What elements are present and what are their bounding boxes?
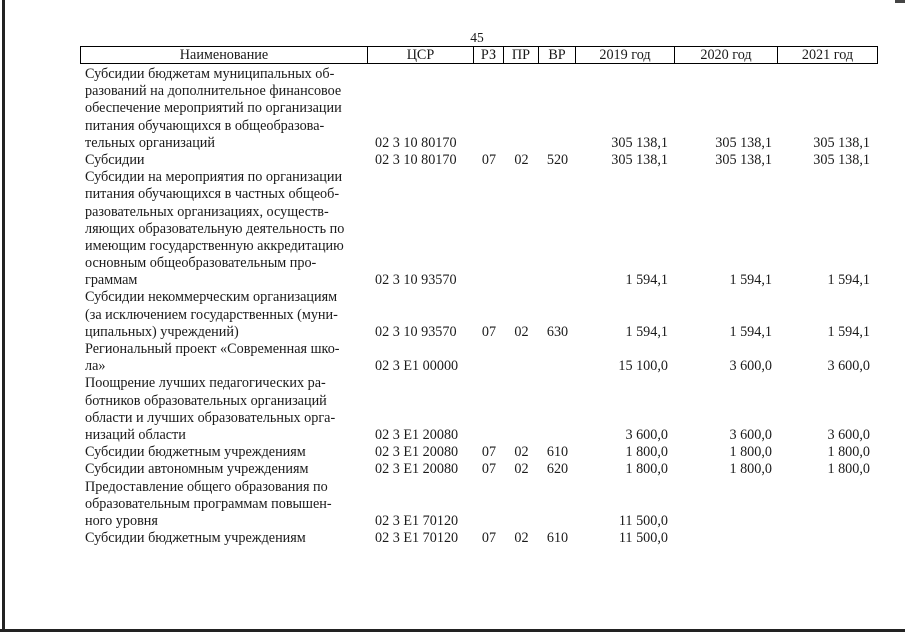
row-amount-2019: 1 594,1: [625, 323, 668, 340]
row-amount-2020: 3 600,0: [729, 426, 772, 443]
row-name: [80, 444, 368, 461]
table-row: [80, 152, 877, 169]
row-name-line: Региональный проект «Современная шко-: [85, 341, 340, 357]
table-row: [80, 530, 877, 547]
header-name: Наименование: [81, 47, 368, 63]
row-name-line: Субсидии автономным учреждениям: [85, 461, 309, 478]
row-name-line: тельных организаций: [85, 134, 215, 151]
table-row: [80, 289, 877, 341]
row-name-line: (за исключением государственных (муни-: [85, 306, 338, 323]
row-amount-2020: [675, 513, 778, 530]
row-name-line: ципальных) учреждений): [85, 323, 239, 340]
row-name-line: Субсидии бюджетам муниципальных об-: [85, 66, 335, 82]
row-vr: [539, 135, 576, 152]
row-rz: [474, 427, 504, 444]
row-amount-2019: 1 594,1: [625, 272, 668, 289]
row-csr: 02 3 10 93570: [375, 323, 457, 340]
row-amount-2020: 1 800,0: [729, 461, 772, 478]
row-amount-2019: 11 500,0: [618, 530, 668, 547]
row-name-line: ного уровня: [85, 512, 158, 529]
row-pr: 02: [514, 151, 529, 168]
row-amount-2019: 305 138,1: [611, 151, 668, 168]
row-rz: [474, 135, 504, 152]
row-amount-2021: 3 600,0: [827, 426, 870, 443]
row-rz: 07: [481, 530, 497, 547]
row-vr: 630: [546, 323, 569, 340]
row-pr: [504, 358, 539, 375]
row-name: [80, 169, 368, 289]
header-year-2019: 2019 год: [576, 47, 675, 63]
row-amount-2021: [778, 530, 877, 547]
row-amount-2021: 1 800,0: [827, 444, 870, 461]
row-csr: 02 3 E1 70120: [375, 512, 459, 529]
row-amount-2019: 15 100,0: [618, 358, 668, 375]
row-amount-2020: [675, 530, 778, 547]
row-name-line: Поощрение лучших педагогических ра-: [85, 375, 326, 392]
row-amount-2021: 305 138,1: [813, 134, 870, 151]
row-vr: 610: [546, 530, 569, 547]
row-rz: 07: [481, 323, 497, 340]
row-name-line: питания обучающихся в частных общеоб-: [85, 186, 340, 203]
row-name-line: разований на дополнительное финансовое: [85, 83, 342, 100]
row-csr: 02 3 E1 00000: [375, 358, 459, 375]
row-rz: [474, 513, 504, 530]
row-amount-2020: 1 800,0: [729, 444, 772, 461]
row-csr: 02 3 E1 70120: [375, 530, 459, 547]
row-amount-2019: 11 500,0: [618, 512, 668, 529]
row-amount-2020: 3 600,0: [729, 358, 772, 375]
scan-edge-bottom: [0, 629, 905, 632]
row-pr: [504, 272, 539, 289]
row-vr: [539, 272, 576, 289]
row-name-line: низаций области: [85, 426, 186, 443]
row-name: [80, 461, 368, 478]
row-csr: 02 3 10 80170: [375, 134, 457, 151]
row-amount-2021: 1 800,0: [827, 461, 870, 478]
row-amount-2021: 1 594,1: [827, 323, 870, 340]
row-vr: 620: [546, 461, 569, 478]
row-csr: 02 3 E1 20080: [375, 426, 459, 443]
row-name-line: разовательных организациях, осуществ-: [85, 203, 329, 220]
row-name-line: Субсидии некоммерческим организациям: [85, 289, 338, 306]
row-rz: 07: [481, 151, 497, 168]
row-pr: 02: [514, 323, 529, 340]
row-name: [80, 289, 368, 341]
table-body: [80, 66, 877, 547]
scan-edge-left: [2, 0, 5, 632]
row-name-line: образовательным программам повышен-: [85, 495, 332, 512]
row-csr: 02 3 E1 20080: [375, 461, 459, 478]
table-row: [80, 444, 877, 461]
row-csr: 02 3 10 93570: [375, 272, 457, 289]
row-amount-2019: 1 800,0: [625, 461, 668, 478]
row-vr: [539, 427, 576, 444]
row-name-line: питания обучающихся в общеобразова-: [85, 117, 325, 134]
table-row: [80, 461, 877, 478]
row-name-line: ляющих образовательную деятельность по: [85, 220, 345, 237]
row-name: [80, 152, 368, 169]
row-pr: [504, 135, 539, 152]
header-vr: ВР: [539, 47, 576, 63]
row-name: [80, 479, 368, 531]
row-rz: 07: [481, 461, 497, 478]
row-name-line: области и лучших образовательных орга-: [85, 409, 336, 426]
row-amount-2020: 1 594,1: [729, 323, 772, 340]
row-vr: [539, 358, 576, 375]
table-row: [80, 66, 877, 152]
row-pr: 02: [514, 444, 529, 461]
header-year-2021: 2021 год: [801, 47, 854, 63]
row-name-line: Субсидии: [85, 151, 145, 168]
row-name-line: Субсидии бюджетным учреждениям: [85, 530, 306, 547]
row-amount-2020: 305 138,1: [715, 151, 772, 168]
row-pr: [504, 427, 539, 444]
row-rz: [474, 358, 504, 375]
row-rz: 07: [481, 444, 497, 461]
row-vr: 520: [546, 151, 569, 168]
row-pr: 02: [514, 530, 529, 547]
table-row: [80, 375, 877, 444]
row-amount-2020: 1 594,1: [729, 272, 772, 289]
table-row: [80, 341, 877, 375]
scan-corner-mark: [895, 0, 905, 3]
row-pr: 02: [514, 461, 529, 478]
row-rz: [474, 272, 504, 289]
row-name-line: ла»: [85, 358, 106, 375]
row-csr: 02 3 E1 20080: [375, 444, 459, 461]
row-pr: [504, 513, 539, 530]
header-rz: РЗ: [474, 47, 504, 63]
row-amount-2020: 305 138,1: [715, 134, 772, 151]
header-year-2020: 2020 год: [675, 47, 778, 63]
row-name: [80, 375, 368, 444]
row-name-line: ботников образовательных организаций: [85, 392, 327, 409]
row-amount-2021: 3 600,0: [827, 358, 870, 375]
header-csr: ЦСР: [368, 47, 474, 63]
row-amount-2021: 1 594,1: [827, 272, 870, 289]
table-header: [80, 46, 878, 64]
row-name-line: обеспечение мероприятий по организации: [85, 100, 342, 117]
row-amount-2019: 3 600,0: [625, 426, 668, 443]
row-amount-2019: 1 800,0: [625, 444, 668, 461]
row-amount-2021: [778, 513, 877, 530]
page-number: 45: [470, 30, 484, 45]
row-vr: [539, 513, 576, 530]
row-name-line: Предоставление общего образования по: [85, 478, 328, 495]
row-name: [80, 530, 368, 547]
row-name-line: граммам: [85, 272, 138, 289]
row-name: [80, 341, 368, 375]
row-name: [80, 66, 368, 152]
table-row: [80, 169, 877, 289]
row-name-line: Субсидии на мероприятия по организации: [85, 169, 343, 186]
row-amount-2021: 305 138,1: [813, 151, 870, 168]
row-vr: 610: [546, 444, 569, 461]
table-row: [80, 479, 877, 531]
header-pr: ПР: [504, 47, 539, 63]
row-name-line: имеющим государственную аккредитацию: [85, 237, 344, 254]
row-csr: 02 3 10 80170: [375, 151, 457, 168]
row-amount-2019: 305 138,1: [611, 134, 668, 151]
row-name-line: основным общеобразовательным про-: [85, 255, 317, 272]
row-name-line: Субсидии бюджетным учреждениям: [85, 444, 306, 461]
